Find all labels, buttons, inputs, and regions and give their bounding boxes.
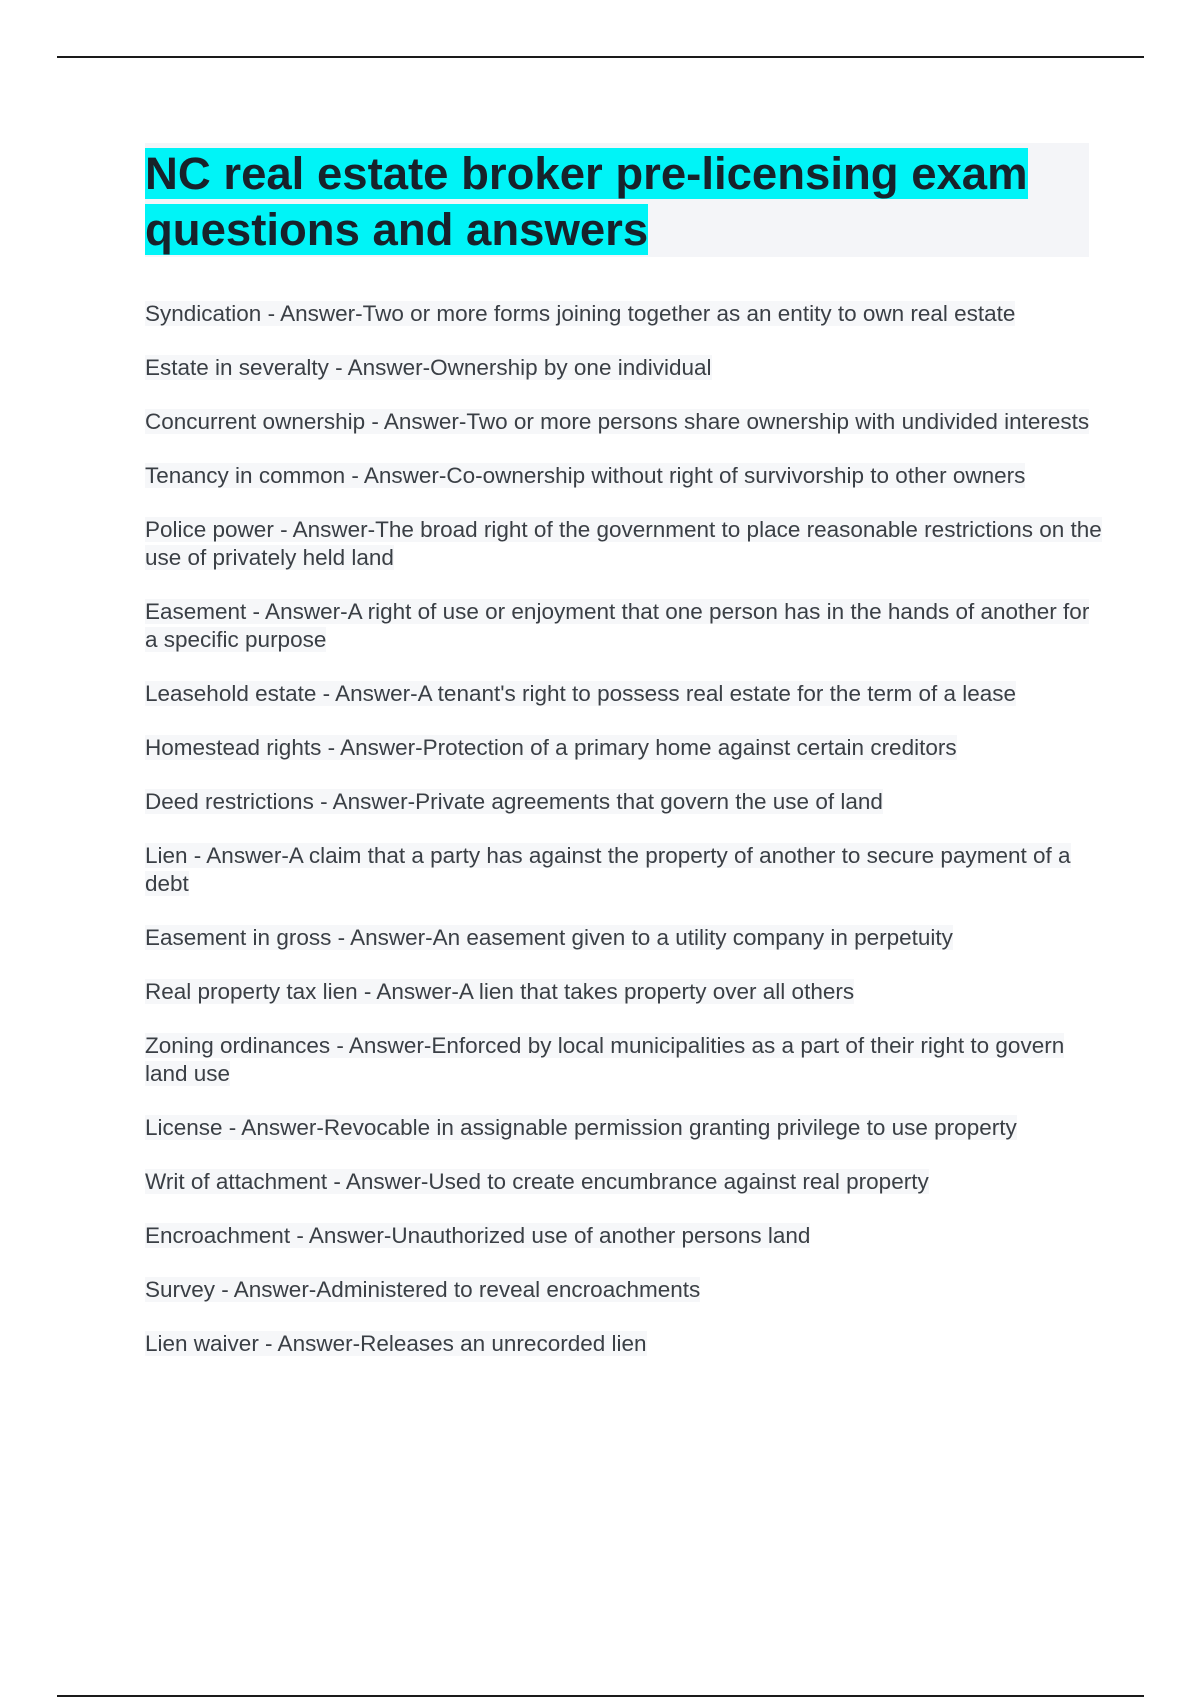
qa-item: [145, 924, 1105, 952]
qa-item: [145, 1330, 1105, 1358]
qa-item: [145, 1114, 1105, 1142]
top-rule: [57, 56, 1144, 58]
qa-text: Homestead rights - Answer-Protection of a primary home against certain creditors: [145, 735, 957, 760]
qa-item: [145, 408, 1105, 436]
document-title: [145, 146, 1095, 258]
qa-item: [145, 842, 1105, 898]
qa-item: [145, 1222, 1105, 1250]
qa-text: Zoning ordinances - Answer-Enforced by local municipalities as a part of their right to govern land use: [145, 1033, 1065, 1086]
title-highlight: NC real estate broker pre-licensing exam questions and answers: [145, 148, 1028, 255]
qa-item: [145, 788, 1105, 816]
bottom-rule: [57, 1695, 1144, 1697]
qa-item: [145, 598, 1105, 654]
qa-item: [145, 978, 1105, 1006]
qa-text: Easement - Answer-A right of use or enjoyment that one person has in the hands of another for a specific purpose: [145, 599, 1090, 652]
qa-item: [145, 1032, 1105, 1088]
qa-text: Real property tax lien - Answer-A lien that takes property over all others: [145, 979, 855, 1004]
qa-text: Survey - Answer-Administered to reveal encroachments: [145, 1277, 701, 1302]
qa-text: Leasehold estate - Answer-A tenant's right to possess real estate for the term of a lease: [145, 681, 1017, 706]
qa-item: [145, 516, 1105, 572]
qa-item: [145, 354, 1105, 382]
qa-text: Encroachment - Answer-Unauthorized use of another persons land: [145, 1223, 811, 1248]
qa-text: Concurrent ownership - Answer-Two or more persons share ownership with undivided interests: [145, 409, 1090, 434]
qa-text: Police power - Answer-The broad right of the government to place reasonable restrictions on the use of privately held land: [145, 517, 1102, 570]
qa-item: [145, 1276, 1105, 1304]
qa-text: Tenancy in common - Answer-Co-ownership without right of survivorship to other owners: [145, 463, 1026, 488]
qa-text: Syndication - Answer-Two or more forms joining together as an entity to own real estate: [145, 301, 1016, 326]
qa-item: [145, 300, 1105, 328]
qa-text: License - Answer-Revocable in assignable permission granting privilege to use property: [145, 1115, 1017, 1140]
qa-item: [145, 734, 1105, 762]
qa-text: Easement in gross - Answer-An easement given to a utility company in perpetuity: [145, 925, 953, 950]
qa-item: [145, 680, 1105, 708]
qa-item: [145, 1168, 1105, 1196]
qa-list: [145, 300, 1105, 1384]
qa-text: Estate in severalty - Answer-Ownership by one individual: [145, 355, 712, 380]
qa-text: Lien waiver - Answer-Releases an unrecorded lien: [145, 1331, 647, 1356]
qa-item: [145, 462, 1105, 490]
qa-text: Lien - Answer-A claim that a party has against the property of another to secure payment of a debt: [145, 843, 1071, 896]
qa-text: Deed restrictions - Answer-Private agreements that govern the use of land: [145, 789, 883, 814]
qa-text: Writ of attachment - Answer-Used to create encumbrance against real property: [145, 1169, 929, 1194]
